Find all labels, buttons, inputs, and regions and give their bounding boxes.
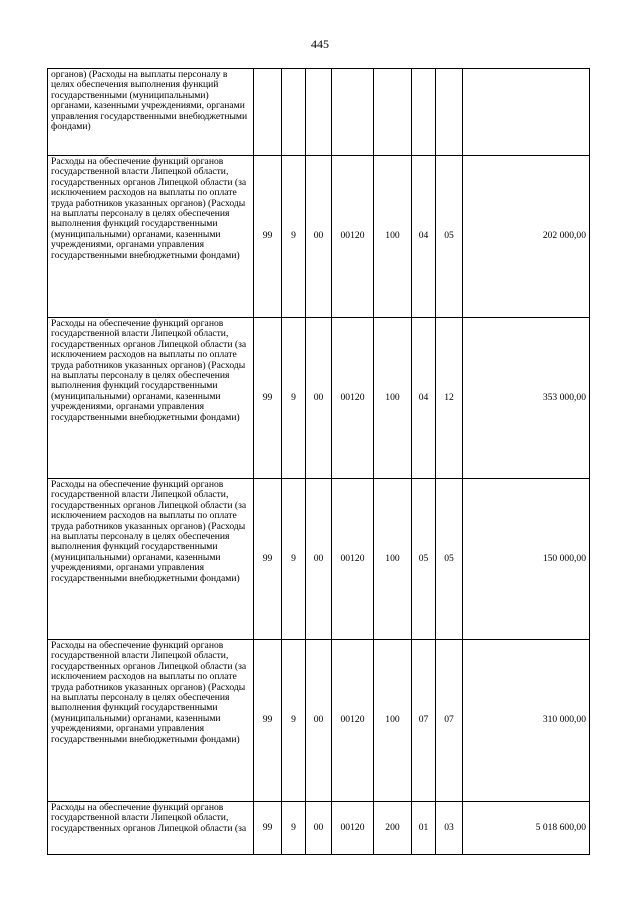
subprogram-code-cell: 9 (282, 640, 306, 802)
section-cell: 01 (412, 802, 436, 855)
subprogram-code-cell (282, 69, 306, 156)
expense-type-cell: 200 (374, 802, 412, 855)
page-number: 445 (311, 37, 329, 51)
section-cell: 04 (412, 156, 436, 318)
subsection-cell: 07 (436, 640, 463, 802)
row-description: органов) (Расходы на выплаты персоналу в целях обеспечения выполнения функций государственными (муниципальными) органами, казенными учреждениями, органами управления государственными внебюджетными фондами) (48, 69, 254, 156)
row-description: Расходы на обеспечение функций органов государственной власти Липецкой области, государственных органов Липецкой области (за исключением расходов на выплаты по оплате труда работников указанных органов) (Расходы на выплаты персоналу в целях обеспечения выполнения функций государственными (муниципальными) органами, казенными учреждениями, органами управления государственными внебюджетными фондами) (48, 318, 254, 479)
direction-code-cell: 00120 (332, 479, 374, 640)
amount-cell: 353 000,00 (463, 318, 590, 479)
subprogram-code-cell: 9 (282, 802, 306, 855)
table-row (48, 156, 590, 318)
program-code-cell: 99 (254, 318, 282, 479)
program-code-cell (254, 69, 282, 156)
program-code-cell: 99 (254, 802, 282, 855)
amount-cell: 5 018 600,00 (463, 802, 590, 855)
table-row (48, 802, 590, 855)
expense-type-cell: 100 (374, 318, 412, 479)
subsection-cell: 05 (436, 156, 463, 318)
row-description: Расходы на обеспечение функций органов государственной власти Липецкой области, государственных органов Липецкой области (за (48, 802, 254, 855)
row-description: Расходы на обеспечение функций органов государственной власти Липецкой области, государственных органов Липецкой области (за исключением расходов на выплаты по оплате труда работников указанных органов) (Расходы на выплаты персоналу в целях обеспечения выполнения функций государственными (муниципальными) органами, казенными учреждениями, органами управления государственными внебюджетными фондами) (48, 640, 254, 802)
main-event-code-cell: 00 (306, 640, 332, 802)
table-row (48, 318, 590, 479)
subsection-cell: 05 (436, 479, 463, 640)
section-cell: 04 (412, 318, 436, 479)
table-row (48, 479, 590, 640)
expense-type-cell (374, 69, 412, 156)
amount-cell: 202 000,00 (463, 156, 590, 318)
main-event-code-cell: 00 (306, 802, 332, 855)
section-cell: 07 (412, 640, 436, 802)
subprogram-code-cell: 9 (282, 156, 306, 318)
amount-cell: 310 000,00 (463, 640, 590, 802)
direction-code-cell: 00120 (332, 318, 374, 479)
program-code-cell: 99 (254, 156, 282, 318)
direction-code-cell (332, 69, 374, 156)
main-event-code-cell: 00 (306, 156, 332, 318)
direction-code-cell: 00120 (332, 156, 374, 318)
row-description: Расходы на обеспечение функций органов государственной власти Липецкой области, государственных органов Липецкой области (за исключением расходов на выплаты по оплате труда работников указанных органов) (Расходы на выплаты персоналу в целях обеспечения выполнения функций государственными (муниципальными) органами, казенными учреждениями, органами управления государственными внебюджетными фондами) (48, 156, 254, 318)
subsection-cell: 12 (436, 318, 463, 479)
main-event-code-cell: 00 (306, 318, 332, 479)
direction-code-cell: 00120 (332, 802, 374, 855)
table-row (48, 69, 590, 156)
subprogram-code-cell: 9 (282, 479, 306, 640)
section-cell (412, 69, 436, 156)
expense-type-cell: 100 (374, 156, 412, 318)
expense-type-cell: 100 (374, 479, 412, 640)
amount-cell (463, 69, 590, 156)
subprogram-code-cell: 9 (282, 318, 306, 479)
amount-cell: 150 000,00 (463, 479, 590, 640)
main-event-code-cell (306, 69, 332, 156)
section-cell: 05 (412, 479, 436, 640)
program-code-cell: 99 (254, 640, 282, 802)
expense-type-cell: 100 (374, 640, 412, 802)
budget-table (47, 68, 590, 855)
row-description: Расходы на обеспечение функций органов государственной власти Липецкой области, государственных органов Липецкой области (за исключением расходов на выплаты по оплате труда работников указанных органов) (Расходы на выплаты персоналу в целях обеспечения выполнения функций государственными (муниципальными) органами, казенными учреждениями, органами управления государственными внебюджетными фондами) (48, 479, 254, 640)
program-code-cell: 99 (254, 479, 282, 640)
subsection-cell (436, 69, 463, 156)
main-event-code-cell: 00 (306, 479, 332, 640)
direction-code-cell: 00120 (332, 640, 374, 802)
table-row (48, 640, 590, 802)
subsection-cell: 03 (436, 802, 463, 855)
